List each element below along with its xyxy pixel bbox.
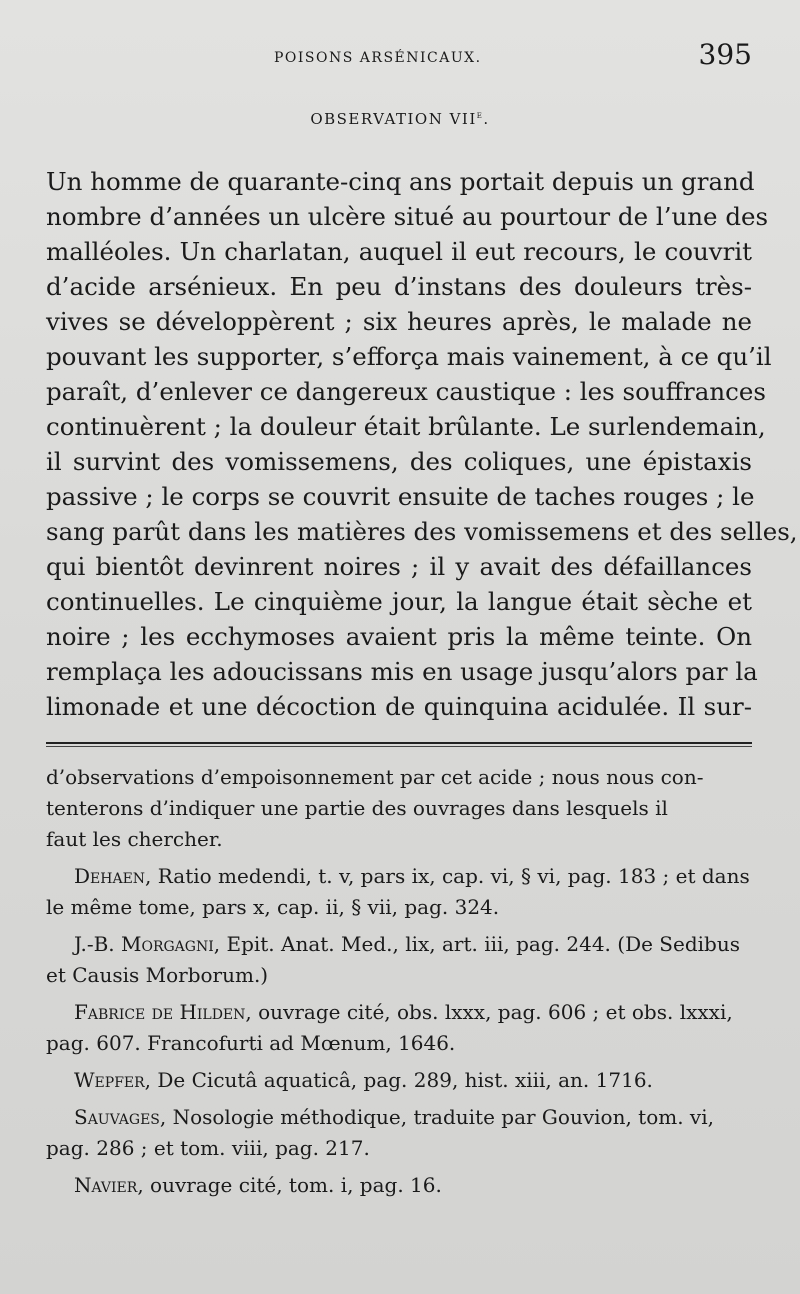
- body-line: continuèrent ; la douleur était brûlante. Le surlendemain,: [46, 412, 766, 441]
- footnote-entry: [46, 1170, 752, 1201]
- page-number: 395: [698, 38, 752, 71]
- footnote-divider-thin: [46, 746, 752, 747]
- footnote-entry: [46, 861, 752, 923]
- footnote-citation: , Ratio medendi, t. v, pars ix, cap. vi, § vi, pag. 183 ; et dans le même tome, pars x, cap. ii, § vii, pag. 324.: [46, 864, 750, 919]
- section-title-superscript: e: [476, 110, 484, 121]
- footnotes: [46, 762, 752, 1207]
- body-line: limonade et une décoction de quinquina acidulée. Il sur-: [46, 692, 752, 721]
- body-line: noire ; les ecchymoses avaient pris la même teinte. On: [46, 622, 752, 651]
- footnote-author: Navier: [74, 1173, 138, 1197]
- body-line: Un homme de quarante-cinq ans portait depuis un grand: [46, 167, 755, 196]
- footnote-divider: [46, 742, 752, 744]
- footnote-author: Sauvages: [74, 1105, 160, 1129]
- footnote-intro-line: d’observations d’empoisonnement par cet acide ; nous nous con-: [46, 765, 704, 789]
- footnote-author: J.-B. Morgagni: [74, 932, 214, 956]
- body-line: malléoles. Un charlatan, auquel il eut recours, le couvrit: [46, 237, 752, 266]
- footnote-citation: , ouvrage cité, obs. lxxx, pag. 606 ; et obs. lxxxi, pag. 607. Francofurti ad Mœnum, 1646.: [46, 1000, 733, 1055]
- footnote-entry: [46, 997, 752, 1059]
- body-line: pouvant les supporter, s’efforça mais vainement, à ce qu’il: [46, 342, 772, 371]
- section-title: [0, 110, 800, 128]
- body-line: paraît, d’enlever ce dangereux caustique : les souffrances: [46, 377, 766, 406]
- footnote-intro-line: tenterons d’indiquer une partie des ouvrages dans lesquels il: [46, 796, 668, 820]
- body-line: nombre d’années un ulcère situé au pourtour de l’une des: [46, 202, 769, 231]
- footnote-entry: [46, 1102, 752, 1164]
- footnote-citation: , Epit. Anat. Med., lix, art. iii, pag. 244. (De Sedibus et Causis Morborum.): [46, 932, 740, 987]
- footnote-author: Fabrice de Hilden: [74, 1000, 246, 1024]
- body-line: d’acide arsénieux. En peu d’instans des douleurs très-: [46, 272, 752, 301]
- footnote-intro-line: faut les chercher.: [46, 827, 223, 851]
- body-line: vives se développèrent ; six heures après, le malade ne: [46, 307, 752, 336]
- footnote-citation: , De Cicutâ aquaticâ, pag. 289, hist. xiii, an. 1716.: [144, 1068, 653, 1092]
- body-line: qui bientôt devinrent noires ; il y avait des défaillances: [46, 552, 752, 581]
- footnote-author: Wepfer: [74, 1068, 145, 1092]
- footnote-citation: , ouvrage cité, tom. i, pag. 16.: [137, 1173, 442, 1197]
- body-text: [46, 164, 798, 724]
- footnote-entry: [46, 1065, 752, 1096]
- footnote-author: Dehaen: [74, 864, 146, 888]
- running-head: POISONS ARSÉNICAUX.: [274, 50, 482, 66]
- body-line: sang parût dans les matières des vomissemens et des selles,: [46, 517, 798, 546]
- footnote-entry: [46, 929, 752, 991]
- body-line: continuelles. Le cinquième jour, la langue était sèche et: [46, 587, 752, 616]
- body-line: remplaça les adoucissans mis en usage jusqu’alors par la: [46, 657, 758, 686]
- footnote-citation: , Nosologie méthodique, traduite par Gouvion, tom. vi, pag. 286 ; et tom. viii, pag. 217.: [46, 1105, 714, 1160]
- body-line: passive ; le corps se couvrit ensuite de taches rouges ; le: [46, 482, 755, 511]
- footnote-intro: [46, 762, 752, 855]
- body-line: il survint des vomissemens, des coliques, une épistaxis: [46, 447, 752, 476]
- section-title-period: .: [483, 110, 490, 128]
- section-title-text: OBSERVATION VII: [310, 110, 477, 128]
- page-header: [46, 38, 754, 82]
